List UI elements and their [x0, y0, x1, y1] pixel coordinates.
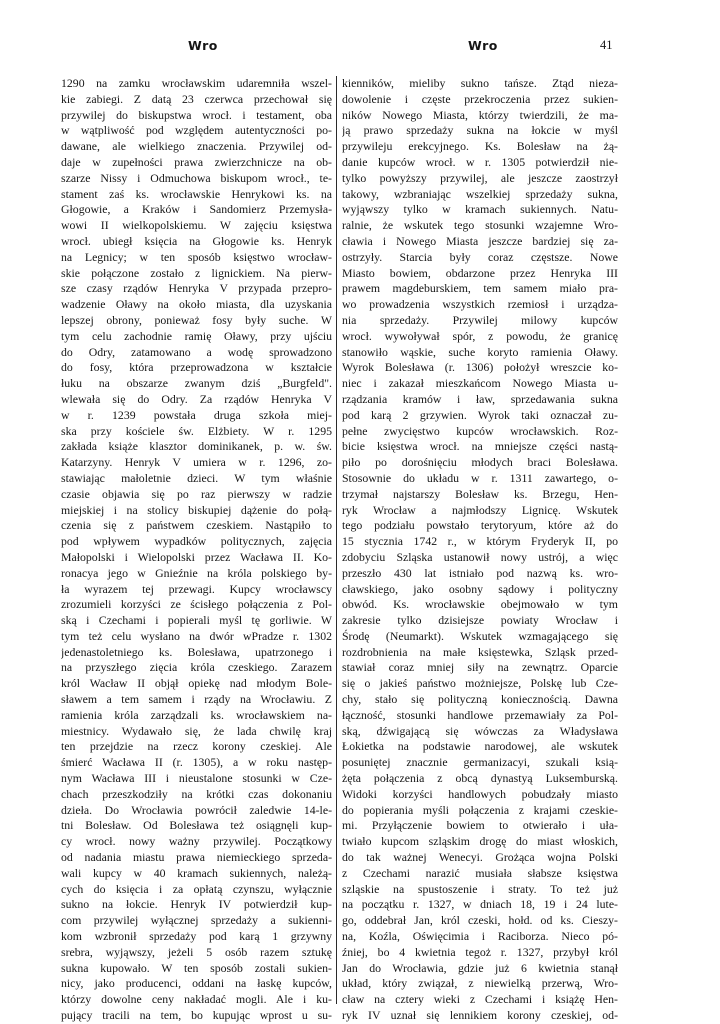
- text-line: zdobyciu Szląska ustanowił nowy ustrój, a więc: [342, 549, 618, 564]
- text-line: sławem a tem samem i rządy na Wrocławiu. Z: [61, 692, 332, 707]
- text-line: źniej, bo 4 kwietnia tegoż r. 1327, przybył król: [342, 944, 618, 959]
- text-line: Stosownie do układu w r. 1311 zawartego, o-: [342, 470, 618, 485]
- text-line: skie połączone zostało z lignickiem. Na pierw-: [61, 265, 332, 280]
- text-line: w r. 1239 powstała druga szkoła miej-: [61, 407, 332, 422]
- text-line: niec i zakazał mieszkańcom Nowego Miasta u-: [342, 376, 618, 391]
- text-line: szarze Nissy i Odmuchowa biskupom wrocł., te-: [61, 170, 332, 185]
- text-line: ską i Czechami i popierali myśl tę gorliwie. W: [61, 613, 332, 628]
- text-line: zrozumieli korzyści ze ścisłego połączenia z Pol-: [61, 597, 332, 612]
- text-line: Środę (Neumarkt). Wskutek wzmagającego się: [342, 628, 618, 643]
- text-line: dzieła. Do Wrocławia powrócił zaledwie 14-le-: [61, 802, 332, 817]
- text-line: Małopolski i Wielopolski przez Wacława II. Ko-: [61, 549, 332, 564]
- text-line: wrocł. wywoływał spór, z powodu, że granicę: [342, 328, 618, 343]
- text-line: tni Bolesław. Od Bolesława też osiągnęli kup-: [61, 818, 332, 833]
- text-line: łuku na obszarze zwanym dziś „Burgfeld".: [61, 376, 332, 391]
- text-line: do fosy, która przeprowadzona w kształcie: [61, 360, 332, 375]
- column-divider: [336, 76, 337, 1004]
- text-line: ła wyrazem tej przewagi. Kupcy wrocławscy: [61, 581, 332, 596]
- text-line: czenia się z państwem czeskiem. Nastąpiło to: [61, 518, 332, 533]
- text-line: ryk Wrocław a najmłodszy Lignicę. Wskutek: [342, 502, 618, 517]
- text-line: w wątpliwość pod względem autentyczności po-: [61, 123, 332, 138]
- text-line: stawiał coraz mniej siły na zewnątrz. Oparcie: [342, 660, 618, 675]
- text-line: bicie księstwa wrocł. na mniejsze części nastą-: [342, 439, 618, 454]
- text-line: stawiając małoletnie dzieci. W tym właśnie: [61, 470, 332, 485]
- text-line: ską, dźwigającą się wówczas za Władysława: [342, 723, 618, 738]
- text-line: ralnie, że wskutek tego stosunki wzajemne Wro-: [342, 218, 618, 233]
- text-line: danie kupców wrocł. w r. 1305 potwierdził nie-: [342, 154, 618, 169]
- text-line: chach przeszkodziły na krótki czas dokonaniu: [61, 786, 332, 801]
- text-line: pod wpływem wypadków politycznych, zajęcia: [61, 534, 332, 549]
- text-line: do Odry, zatamowano a wodę sprowadzono: [61, 344, 332, 359]
- text-line: prawem magdeburskiem, tem samem miało pra-: [342, 281, 618, 296]
- text-line: śmierć Wacława II (r. 1305), a w roku następ-: [61, 755, 332, 770]
- text-line: ostrzyły. Starcia były coraz częstsze. Nowe: [342, 249, 618, 264]
- text-line: pujący tracili na tem, bo kupując wprost u su-: [61, 1008, 332, 1023]
- text-line: wyjąwszy tylko w kramach sukiennych. Natu-: [342, 202, 618, 217]
- text-line: ronacya jego w Gnieźnie na króla polskiego by-: [61, 565, 332, 580]
- text-line: pod karą 2 grzywien. Wyrok taki oznaczał zu-: [342, 407, 618, 422]
- text-line: cławia i Nowego Miasta jeszcze bardziej się za-: [342, 233, 618, 248]
- text-line: kie zabiegi. Z datą 23 czerwca przechował się: [61, 91, 332, 106]
- text-line: Miasto bowiem, obdarzone przez Henryka III: [342, 265, 618, 280]
- text-line: Łokietka na podstawie narodowej, ale wskutek: [342, 739, 618, 754]
- text-line: przywileju erekcyjnego. Ks. Bolesław na żą-: [342, 139, 618, 154]
- text-line: trzymał najstarszy Bolesław ks. Brzegu, Hen-: [342, 486, 618, 501]
- text-line: kienników, mieliby sukno tańsze. Ztąd nieza-: [342, 76, 618, 90]
- text-line: srebra, wyjąwszy, jeżeli 5 osób razem sztukę: [61, 944, 332, 959]
- running-head-left: Wro: [188, 38, 218, 53]
- text-line: na, Koźla, Oświęcimia i Raciborza. Nieco pó-: [342, 929, 618, 944]
- text-line: wadzenie Oławy na około miasta, dla uzyskania: [61, 297, 332, 312]
- text-line: pełne zwycięstwo kupców wrocławskich. Roz-: [342, 423, 618, 438]
- text-line: do popierania myśli połączenia z krajami czeskie-: [342, 802, 618, 817]
- text-line: układ, który związał, z niewielką przerwą, Wro-: [342, 976, 618, 991]
- text-line: z Czechami narazić musiała słabsze księstwa: [342, 865, 618, 880]
- text-line: go, oddebrał Jan, król czeski, hołd. od ks. Cieszy-: [342, 913, 618, 928]
- text-line: takowy, wzbraniając wszelkiej sprzedaży sukna,: [342, 186, 618, 201]
- text-line: rządzania kramów i ław, sprzedawania sukna: [342, 391, 618, 406]
- text-line: 1290 na zamku wrocławskim udaremniła wszel-: [61, 76, 332, 90]
- text-line: ska przy kościele św. Elżbiety. W r. 1295: [61, 423, 332, 438]
- text-line: stament zaś ks. wrocławskie Henrykowi ks. na: [61, 186, 332, 201]
- text-line: posuniętej znacznie germanizacyi, szukali ksią-: [342, 755, 618, 770]
- text-line: miejskiej i na stolicy biskupiej dążenie do połą-: [61, 502, 332, 517]
- text-line: wrocł. ubiegł księcia na Głogowie ks. Henryk: [61, 233, 332, 248]
- text-line: Wyrok Bolesława (r. 1306) położył wreszcie ko-: [342, 360, 618, 375]
- text-line: cych do księcia i za opłatą czynszu, wyłącznie: [61, 881, 332, 896]
- running-head-right: Wro: [468, 38, 498, 53]
- text-line: wali kupcy w 40 kramach sukiennych, należą-: [61, 865, 332, 880]
- text-line: piło po dorośnięciu młodych braci Bolesława.: [342, 455, 618, 470]
- text-line: dawane, ale wielkiego znaczenia. Przywilej od-: [61, 139, 332, 154]
- text-column-right: [342, 76, 618, 1024]
- text-line: tylko powyższy przywilej, ale jeszcze zaostrzył: [342, 170, 618, 185]
- text-line: się o jakieś państwo możniejsze, Polskę lub Cze-: [342, 676, 618, 691]
- text-line: cławskiego, jako osobny sądowy i polityczny: [342, 581, 618, 596]
- text-line: nia sprzedaży. Przywilej milowy kupców: [342, 312, 618, 327]
- page-number: 41: [600, 38, 613, 52]
- text-line: obwód. Ks. wrocławskie obejmowało w tym: [342, 597, 618, 612]
- text-line: nym Wacława III i nieustalone stosunki w Cze-: [61, 771, 332, 786]
- text-line: sukna kupowało. W ten sposób zostali sukien-: [61, 960, 332, 975]
- text-line: Widoki korzyści handlowych pobudzały miasto: [342, 786, 618, 801]
- text-line: na przyszłego zięcia króla czeskiego. Zarazem: [61, 660, 332, 675]
- text-line: sze czasy rządów Henryka V przypada przepro-: [61, 281, 332, 296]
- text-line: miestnicy. Wydawało się, że lada chwilę kraj: [61, 723, 332, 738]
- text-line: na Legnicy; w ten sposób księstwo wrocław-: [61, 249, 332, 264]
- text-line: sukno na łokcie. Henryk IV potwierdził kup-: [61, 897, 332, 912]
- text-line: którzy dowolne ceny nakładać mogli. Ale i ku-: [61, 992, 332, 1007]
- text-line: cław na cztery wieki z Czechami i książę Hen-: [342, 992, 618, 1007]
- text-line: tym też celu wysłano na dwór wPradze r. 1302: [61, 628, 332, 643]
- text-line: Katarzyny. Henryk V umiera w r. 1296, zo-: [61, 455, 332, 470]
- text-line: przeszło 430 lat istniało pod nazwą ks. wro-: [342, 565, 618, 580]
- text-line: zakresie tylko dzisiejsze powiaty Wrocław i: [342, 613, 618, 628]
- text-line: do tak ważnej Wenecyi. Grożąca wojna Polski: [342, 850, 618, 865]
- text-line: wo prowadzenia wszystkich rzemiosł i urządza-: [342, 297, 618, 312]
- text-line: wowi II wielkopolskiemu. W zajęciu księstwa: [61, 218, 332, 233]
- text-line: na początku r. 1327, w dniach 18, 19 i 24 lute-: [342, 897, 618, 912]
- text-line: żęta połączenia z obcą dynastyą Luksemburską.: [342, 771, 618, 786]
- text-line: Jan do Wrocławia, gdzie już 6 kwietnia stanął: [342, 960, 618, 975]
- text-line: ryk IV uznał się lennikiem korony czeskiej, od-: [342, 1008, 618, 1023]
- text-line: król Wacław II objął opiekę nad młodym Bole-: [61, 676, 332, 691]
- text-line: od nadania miastu prawa niemieckiego sprzeda-: [61, 850, 332, 865]
- text-line: łączność, stosunki handlowe przemawiały za Pol-: [342, 707, 618, 722]
- text-line: ją prawo sprzedaży sukna na łokcie w myśl: [342, 123, 618, 138]
- text-line: zakłada książe klasztor dominikanek, p. w. św.: [61, 439, 332, 454]
- text-line: daje w zupełności prawa zwierzchnicze na ob-: [61, 154, 332, 169]
- text-line: stanowiło wąskie, suche koryto ramienia Oławy.: [342, 344, 618, 359]
- text-line: tym celu zachodnie ramię Oławy, przy ujściu: [61, 328, 332, 343]
- text-line: chy, stało się polityczną koniecznością. Dawna: [342, 692, 618, 707]
- text-line: szląskie na spustoszenie i straty. To też już: [342, 881, 618, 896]
- text-line: lepszej obrony, ponieważ fosy były suche. W: [61, 312, 332, 327]
- text-line: mi. Przyłączenie bowiem to otwierało i uła-: [342, 818, 618, 833]
- text-line: wlewała się do Odry. Za rządów Henryka V: [61, 391, 332, 406]
- text-line: Głogowie, a Kraków i Sandomierz Przemysła-: [61, 202, 332, 217]
- text-line: rozdrobnienia na małe księstewka, Szląsk przed-: [342, 644, 618, 659]
- text-line: twiało kupcom szląskim drogę do miast włoskich,: [342, 834, 618, 849]
- text-line: czasie objawia się po raz pierwszy w radzie: [61, 486, 332, 501]
- text-line: ników Nowego Miasta, którzy twierdzili, że ma-: [342, 107, 618, 122]
- text-line: cy wrocł. nowy ważny przywilej. Początkowy: [61, 834, 332, 849]
- text-line: ramienia króla zarządzali ks. wrocławskiem na-: [61, 707, 332, 722]
- text-line: jedenastoletniego ks. Bolesława, upatrzonego i: [61, 644, 332, 659]
- text-line: ten przejdzie na rzecz korony czeskiej. Ale: [61, 739, 332, 754]
- text-line: tego podziału powstało terytoryum, które aż do: [342, 518, 618, 533]
- text-line: przywilej do biskupstwa wrocł. i testament, oba: [61, 107, 332, 122]
- text-line: com przywilej wyłącznej sprzedaży a sukienni-: [61, 913, 332, 928]
- text-line: 15 stycznia 1742 r., w którym Fryderyk II, po: [342, 534, 618, 549]
- text-line: kom wzbronił sprzedaży pod karą 1 grzywny: [61, 929, 332, 944]
- text-line: nicy, jako producenci, oddani na łaskę kupców,: [61, 976, 332, 991]
- text-column-left: [61, 76, 332, 1024]
- text-line: dowolenie i częste przekroczenia przez sukien-: [342, 91, 618, 106]
